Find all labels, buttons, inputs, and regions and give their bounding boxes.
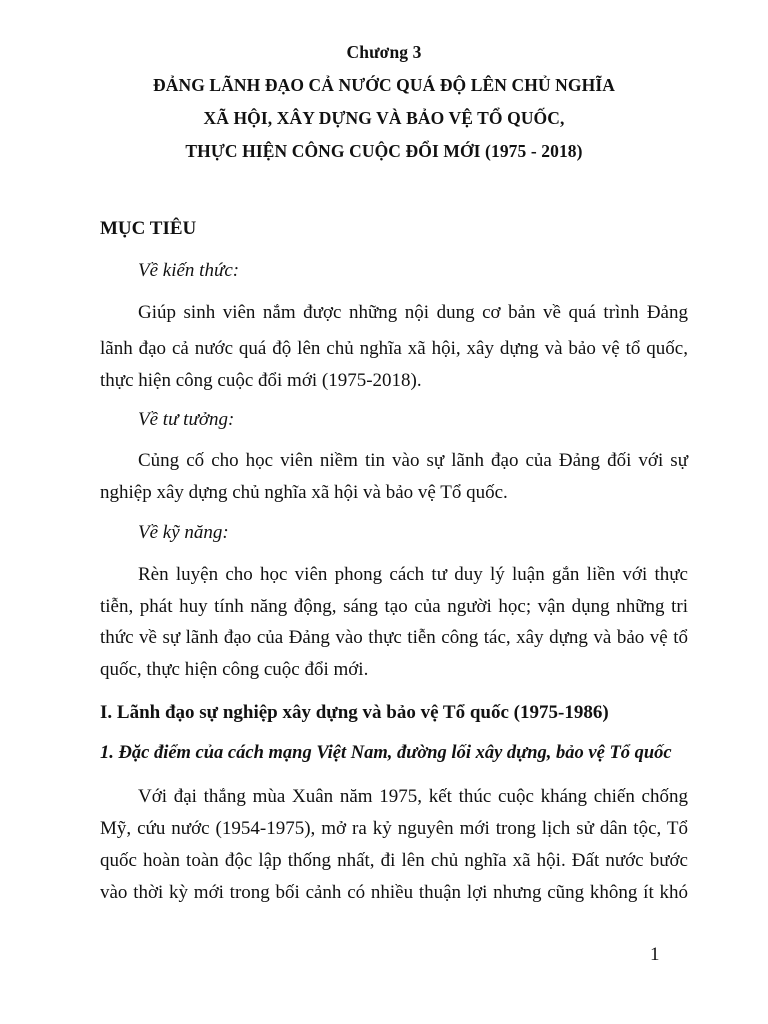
section-heading: I. Lãnh đạo sự nghiệp xây dựng và bảo vệ Tổ quốc (1975-1986) <box>100 702 609 723</box>
chapter-heading <box>80 36 688 167</box>
skill-line-1: Rèn luyện cho học viên phong cách tư duy lý luận gắn liền với thực <box>138 564 688 585</box>
thought-line-1: Củng cố cho học viên niềm tin vào sự lãnh đạo của Đảng đối với sự <box>138 450 688 471</box>
skill-line-2: tiễn, phát huy tính năng động, sáng tạo của người học; vận dụng những tri <box>100 596 688 617</box>
knowledge-line-1: Giúp sinh viên nắm được những nội dung cơ bản về quá trình Đảng <box>138 302 688 323</box>
section-line-1: Với đại thắng mùa Xuân năm 1975, kết thúc cuộc kháng chiến chống <box>138 786 688 807</box>
chapter-title-line-1: ĐẢNG LÃNH ĐẠO CẢ NƯỚC QUÁ ĐỘ LÊN CHỦ NGHĨA <box>153 75 615 95</box>
skill-line-4: quốc, thực hiện công cuộc đổi mới. <box>100 659 369 680</box>
chapter-title-line-3: THỰC HIỆN CÔNG CUỘC ĐỔI MỚI (1975 - 2018) <box>185 141 583 161</box>
thought-label: Về tư tưởng: <box>138 409 235 430</box>
section-line-3: quốc hoàn toàn độc lập thống nhất, đi lên chủ nghĩa xã hội. Đất nước bước <box>100 850 688 871</box>
skill-line-3: thức về sự lãnh đạo của Đảng vào thực tiễn công tác, xây dựng và bảo vệ tổ <box>100 627 688 648</box>
knowledge-line-2: lãnh đạo cả nước quá độ lên chủ nghĩa xã hội, xây dựng và bảo vệ tổ quốc, <box>100 338 688 359</box>
chapter-title-line-2: XÃ HỘI, XÂY DỰNG VÀ BẢO VỆ TỔ QUỐC, <box>203 108 565 128</box>
section-subheading: 1. Đặc điểm của cách mạng Việt Nam, đường lối xây dựng, bảo vệ Tổ quốc <box>100 743 672 763</box>
knowledge-line-3: thực hiện công cuộc đổi mới (1975-2018). <box>100 370 422 391</box>
skill-label: Về kỹ năng: <box>138 522 229 543</box>
thought-line-2: nghiệp xây dựng chủ nghĩa xã hội và bảo vệ Tổ quốc. <box>100 482 508 503</box>
objectives-heading: MỤC TIÊU <box>100 218 197 239</box>
page-number: 1 <box>650 944 660 965</box>
knowledge-label: Về kiến thức: <box>138 260 240 281</box>
section-line-2: Mỹ, cứu nước (1954-1975), mở ra kỷ nguyên mới trong lịch sử dân tộc, Tổ <box>100 818 688 839</box>
section-line-4: vào thời kỳ mới trong bối cảnh có nhiều thuận lợi nhưng cũng không ít khó <box>100 882 688 903</box>
chapter-label: Chương 3 <box>346 42 422 62</box>
